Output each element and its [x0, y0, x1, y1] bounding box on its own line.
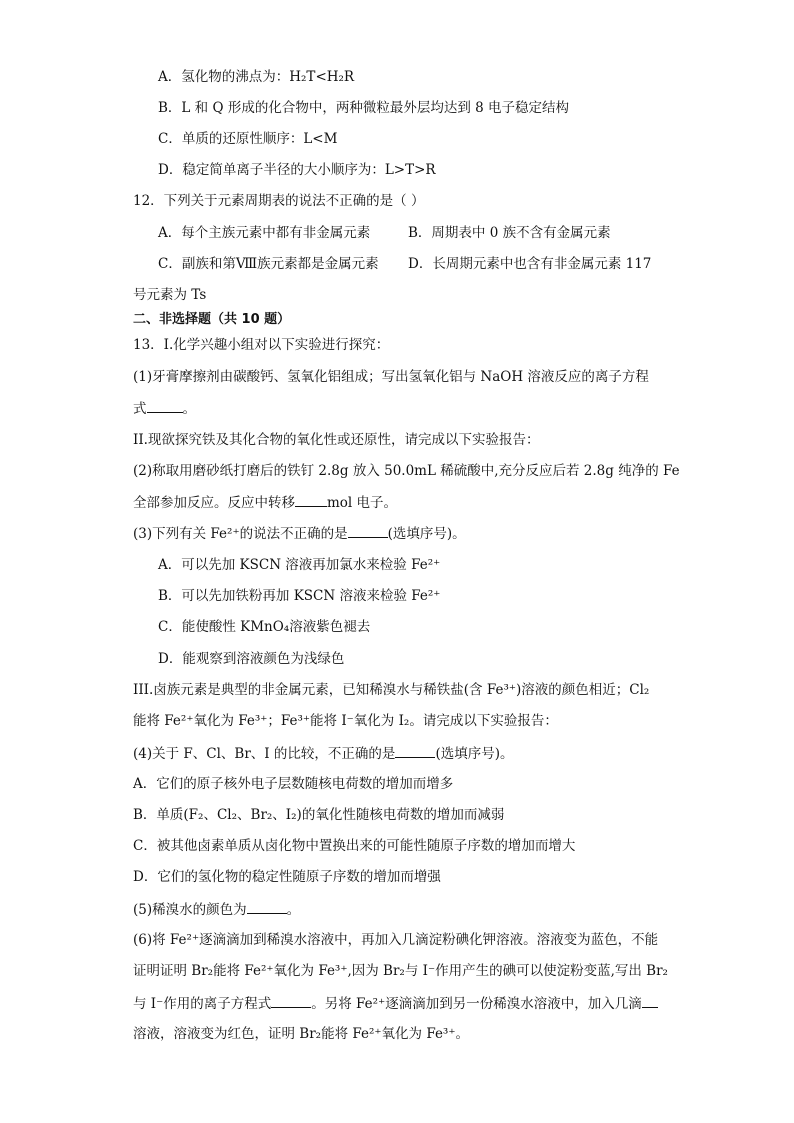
q12-option-a: A．每个主族元素中都有非金属元素: [158, 225, 371, 241]
q12-option-c: C．副族和第Ⅷ族元素都是金属元素: [158, 256, 379, 272]
answer-blank[interactable]: [295, 492, 327, 507]
q13-part4-option-c: C．被其他卤素单质从卤化物中置换出来的可能性随原子序数的增加而增大: [133, 838, 576, 854]
answer-blank[interactable]: [271, 993, 311, 1008]
q13-part3-text: (3)下列有关 Fe²⁺的说法不正确的是: [133, 526, 348, 542]
section-heading: 二、非选择题（共 10 题）: [133, 312, 291, 327]
q13-part5: [133, 899, 300, 919]
q13-part3-option-c: C．能使酸性 KMnO₄溶液紫色褪去: [158, 619, 371, 635]
q13-part3-option-d: D．能观察到溶液颜色为浅绿色: [158, 651, 345, 667]
q11-option-b: B．L 和 Q 形成的化合物中，两种微粒最外层均达到 8 电子稳定结构: [158, 100, 569, 116]
q13-part6-text: 与 I⁻作用的离子方程式: [133, 996, 272, 1012]
answer-blank[interactable]: [147, 398, 183, 413]
q13-part4-option-b: B．单质(F₂、Cl₂、Br₂、I₂)的氧化性随核电荷数的增加而减弱: [133, 807, 505, 823]
q12-option-d-continued: 号元素为 Ts: [133, 287, 207, 303]
q13-part1-line1: (1)牙膏摩擦剂由碳酸钙、氢氧化铝组成；写出氢氧化铝与 NaOH 溶液反应的离子方程: [133, 369, 649, 385]
q11-option-c: C．单质的还原性顺序：L<M: [158, 131, 338, 147]
q12-option-d: D．长周期元素中也含有非金属元素 117: [408, 256, 652, 272]
q13-intro: 13．I.化学兴趣小组对以下实验进行探究：: [133, 337, 390, 353]
q13-part2-end: mol 电子。: [327, 495, 398, 511]
q13-part3-stem: [133, 523, 466, 543]
q13-part6-line1: (6)将 Fe²⁺逐滴滴加到稀溴水溶液中，再加入几滴淀粉碘化钾溶液。溶液变为蓝色，不能: [133, 932, 659, 948]
q13-part2-line1: (2)称取用磨砂纸打磨后的铁钉 2.8g 放入 50.0mL 稀硫酸中,充分反应后若 2.8g 纯净的 Fe: [133, 463, 680, 479]
q13-part6-line2: 证明证明 Br₂能将 Fe²⁺氧化为 Fe³⁺,因为 Br₂与 I⁻作用产生的碘可以使淀粉变蓝,写出 Br₂: [133, 963, 668, 979]
q13-part4-end: (选填序号)。: [435, 746, 514, 762]
q13-part6-text-2: 。另将 Fe²⁺逐滴滴加到另一份稀溴水溶液中，加入几滴: [311, 996, 642, 1012]
q13-part3-end: (选填序号)。: [387, 526, 466, 542]
q13-part4-text: (4)关于 F、Cl、Br、I 的比较，不正确的是: [133, 746, 396, 762]
q13-section3-line2: 能将 Fe²⁺氧化为 Fe³⁺；Fe³⁺能将 I⁻氧化为 I₂。请完成以下实验报告：: [133, 713, 558, 729]
q13-part2-line2: [133, 492, 397, 512]
answer-blank[interactable]: [642, 993, 658, 1008]
answer-blank[interactable]: [247, 899, 287, 914]
q13-part4-option-a: A．它们的原子核外电子层数随核电荷数的增加而增多: [133, 776, 454, 792]
q13-part5-end: 。: [286, 902, 301, 918]
q13-part3-option-b: B．可以先加铁粉再加 KSCN 溶液来检验 Fe²⁺: [158, 588, 441, 604]
q13-part2-text: 全部参加反应。反应中转移: [133, 495, 295, 511]
q13-part3-option-a: A．可以先加 KSCN 溶液再加氯水来检验 Fe²⁺: [158, 557, 441, 573]
q11-option-d: D．稳定简单离子半径的大小顺序为：L>T>R: [158, 162, 436, 178]
q13-part6-line4: 溶液，溶液变为红色，证明 Br₂能将 Fe²⁺氧化为 Fe³⁺。: [133, 1026, 469, 1042]
q12-stem: 12．下列关于元素周期表的说法不正确的是（ ）: [133, 193, 425, 209]
answer-blank[interactable]: [348, 523, 388, 538]
q13-part1-text: 式: [133, 401, 147, 417]
q13-part4-stem: [133, 743, 513, 763]
q13-part6-line3: [133, 993, 658, 1013]
q13-part1-end: 。: [182, 401, 196, 417]
q13-section2-intro: II.现欲探究铁及其化合物的氧化性或还原性，请完成以下实验报告：: [133, 432, 540, 448]
q13-section3-line1: III.卤族元素是典型的非金属元素，已知稀溴水与稀铁盐(含 Fe³⁺)溶液的颜色相近；Cl₂: [133, 682, 650, 698]
q13-part4-option-d: D．它们的氢化物的稳定性随原子序数的增加而增强: [133, 869, 441, 885]
q12-option-b: B．周期表中 0 族不含有金属元素: [408, 225, 611, 241]
q13-part5-text: (5)稀溴水的颜色为: [133, 902, 247, 918]
answer-blank[interactable]: [395, 743, 435, 758]
q11-option-a: A．氢化物的沸点为：H₂T<H₂R: [158, 69, 355, 85]
q13-part1-line2: [133, 398, 196, 418]
